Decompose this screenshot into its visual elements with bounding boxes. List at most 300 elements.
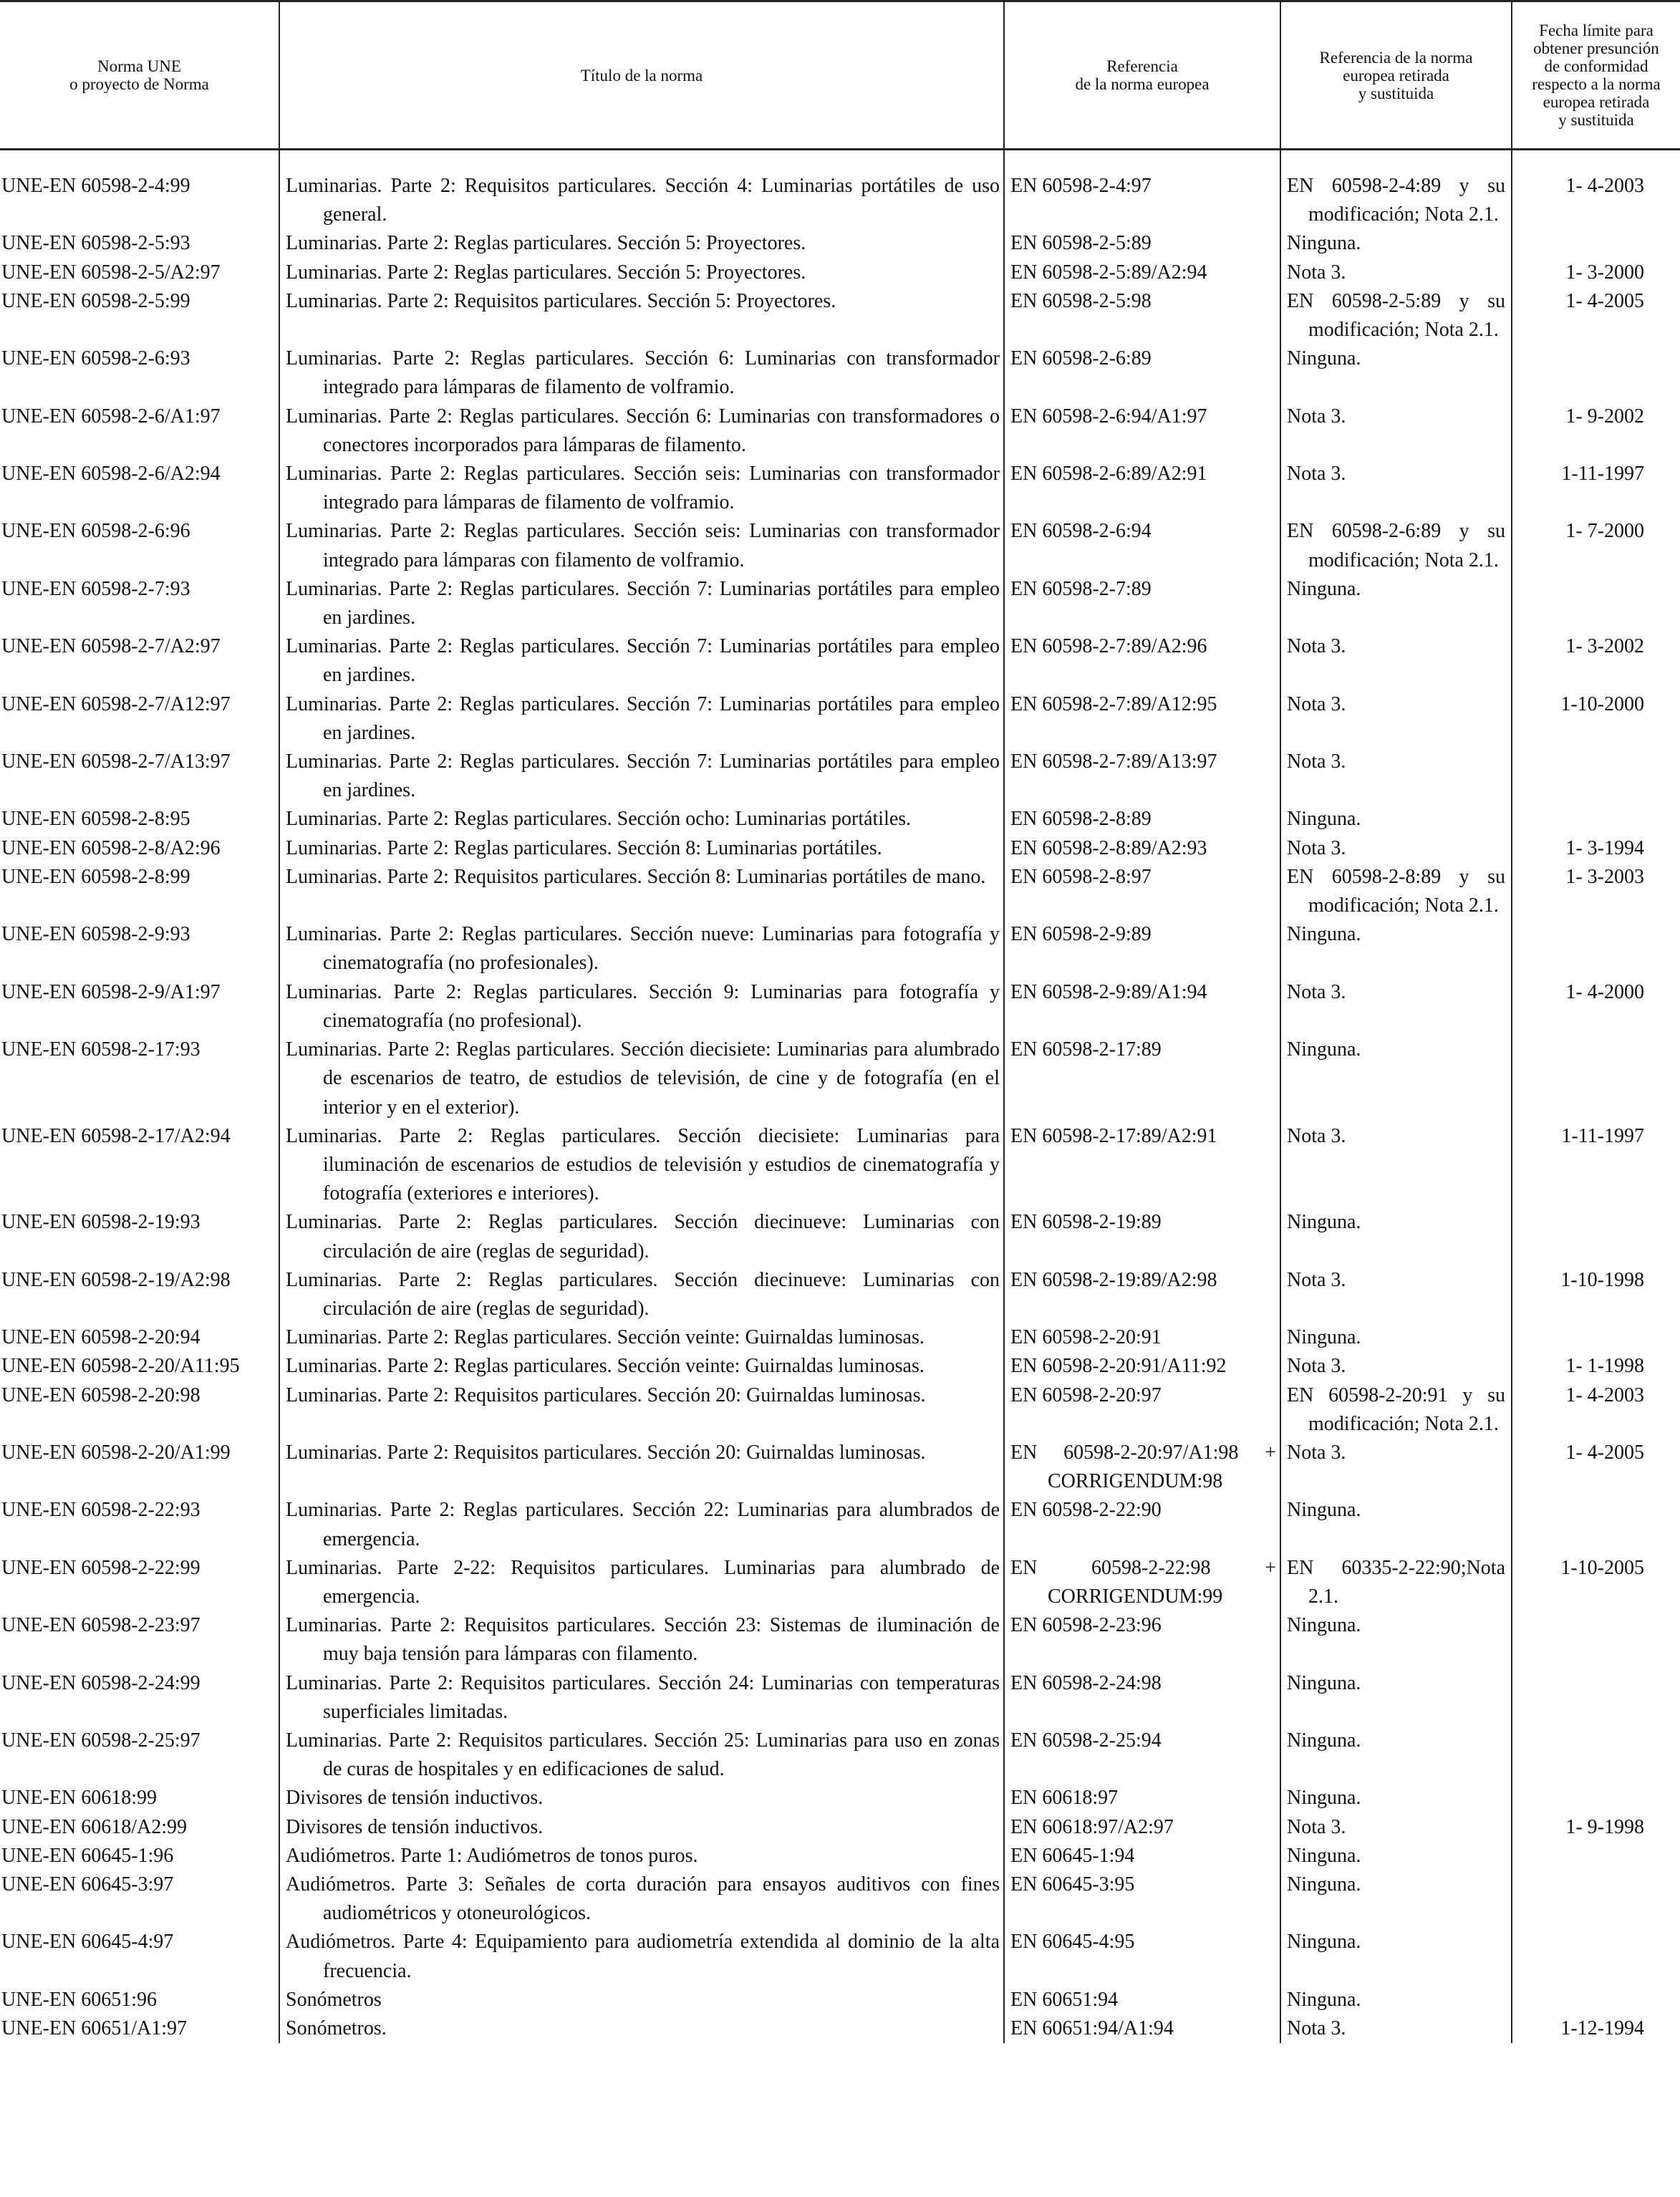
referencia-retirada-cell-text: Ninguna. [1287,1038,1361,1061]
titulo-cell [279,1122,1004,1209]
norma-une-cell [0,834,279,863]
referencia-cell [1004,575,1280,632]
referencia-retirada-cell-text: Ninguna. [1287,1671,1361,1694]
referencia-retirada-cell-text: Nota 3. [1287,1815,1346,1838]
referencia-cell-text: EN 60598-2-17:89 [1010,1038,1162,1061]
titulo-cell-text: Luminarias. Parte 2: Reglas particulares. Sección diecinueve: Luminarias con circulación de aire (reglas de seguridad). [286,1211,1000,1262]
table-row [0,1784,1680,1812]
fecha-limite-cell [1512,1323,1680,1352]
referencia-cell-text: EN 60598-2-8:89 [1010,808,1152,831]
referencia-retirada-cell [1280,1496,1512,1553]
referencia-retirada-cell-text: Ninguna. [1287,1326,1361,1349]
referencia-retirada-cell [1280,2014,1512,2043]
referencia-cell-text: EN 60598-2-19:89 [1010,1211,1162,1234]
norma-une-cell-text: UNE-EN 60645-1:96 [1,1844,174,1867]
fecha-limite-cell [1512,632,1680,690]
norma-une-cell [0,517,279,574]
titulo-cell-text: Sonómetros. [286,2017,387,2039]
referencia-cell-text: EN 60598-2-25:94 [1010,1729,1162,1752]
norma-une-cell [0,287,279,344]
referencia-retirada-cell [1280,460,1512,517]
fecha-limite-cell [1512,259,1680,287]
norma-une-cell-text: UNE-EN 60598-2-7/A13:97 [1,750,231,773]
referencia-retirada-cell [1280,1208,1512,1265]
referencia-cell-text: EN 60598-2-9:89/A1:94 [1010,980,1207,1003]
table-row [0,1208,1680,1265]
titulo-cell [279,1611,1004,1669]
referencia-cell [1004,1352,1280,1381]
titulo-cell-text: Luminarias. Parte 2: Reglas particulares. Sección diecisiete: Luminarias para iluminación de escenarios de estudios de televisión y estudios de cinematografía y fotografía (exteriores e interiores). [286,1124,1000,1205]
referencia-cell [1004,287,1280,344]
referencia-cell-text: EN 60598-2-22:98 + CORRIGENDUM:99 [1010,1556,1276,1608]
referencia-cell-text: EN 60618:97/A2:97 [1010,1815,1174,1838]
table-row [0,748,1680,805]
fecha-limite-cell-text: 1- 3-2003 [1565,865,1644,888]
norma-une-cell-text: UNE-EN 60598-2-17/A2:94 [1,1124,231,1147]
referencia-retirada-cell [1280,1669,1512,1727]
referencia-cell-text: EN 60598-2-7:89/A13:97 [1010,750,1217,773]
norma-une-cell [0,863,279,920]
fecha-limite-cell [1512,1439,1680,1496]
referencia-cell-text: EN 60598-2-6:94/A1:97 [1010,405,1207,428]
norma-une-cell-text: UNE-EN 60651/A1:97 [1,2017,187,2039]
referencia-cell-text: EN 60598-2-8:97 [1010,865,1152,888]
referencia-cell-text: EN 60618:97 [1010,1787,1119,1810]
referencia-cell-text: EN 60598-2-7:89 [1010,577,1152,600]
table-row [0,1496,1680,1553]
norma-une-cell [0,402,279,460]
titulo-cell [279,1928,1004,1985]
titulo-cell-text: Divisores de tensión inductivos. [286,1815,544,1838]
table-row [0,1035,1680,1122]
fecha-limite-cell [1512,2014,1680,2043]
titulo-cell [279,1870,1004,1928]
table-row [0,690,1680,748]
fecha-limite-cell [1512,1208,1680,1265]
fecha-limite-cell-text: 1- 4-2005 [1565,289,1644,312]
norma-une-cell [0,1986,279,2014]
referencia-cell [1004,1611,1280,1669]
norma-une-cell-text: UNE-EN 60598-2-17:93 [1,1038,201,1061]
titulo-cell [279,1266,1004,1323]
titulo-cell-text: Luminarias. Parte 2: Reglas particulares. Sección 8: Luminarias portátiles. [286,836,882,859]
referencia-retirada-cell [1280,344,1512,402]
fecha-limite-cell [1512,575,1680,632]
titulo-cell [279,1669,1004,1727]
titulo-cell-text: Luminarias. Parte 2: Reglas particulares. Sección 6: Luminarias con transformador integrado para lámparas de filamento de volframio. [286,347,1000,399]
table-row [0,287,1680,344]
norma-une-cell-text: UNE-EN 60598-2-6:93 [1,347,190,370]
fecha-limite-cell [1512,1669,1680,1727]
fecha-limite-cell-text: 1- 4-2000 [1565,980,1644,1003]
norma-une-cell [0,1842,279,1870]
norma-une-cell [0,1928,279,1985]
norma-une-cell-text: UNE-EN 60598-2-4:99 [1,175,190,197]
referencia-retirada-cell-text: Nota 3. [1287,750,1346,773]
norma-une-cell [0,1870,279,1928]
referencia-cell [1004,517,1280,574]
norma-une-cell [0,1122,279,1209]
titulo-cell-text: Luminarias. Parte 2: Reglas particulares. Sección veinte: Guirnaldas luminosas. [286,1355,925,1378]
table-row [0,1986,1680,2014]
referencia-cell [1004,150,1280,230]
norma-une-cell [0,1611,279,1669]
referencia-cell [1004,748,1280,805]
referencia-retirada-cell-text: Ninguna. [1287,1931,1361,1954]
titulo-cell-text: Luminarias. Parte 2-22: Requisitos particulares. Luminarias para alumbrado de emergencia. [286,1556,1000,1608]
referencia-cell-text: EN 60598-2-6:94 [1010,520,1152,543]
fecha-limite-cell-text: 1- 3-1994 [1565,836,1644,859]
norma-une-cell-text: UNE-EN 60598-2-24:99 [1,1671,201,1694]
titulo-cell [279,287,1004,344]
titulo-cell-text: Luminarias. Parte 2: Reglas particulares. Sección ocho: Luminarias portátiles. [286,808,912,831]
referencia-retirada-cell [1280,287,1512,344]
header-referencia-retirada [1280,1,1512,150]
referencia-retirada-cell-text: Nota 3. [1287,635,1346,658]
referencia-cell [1004,1439,1280,1496]
referencia-cell-text: EN 60598-2-7:89/A2:96 [1010,635,1207,658]
header-fecha-limite [1512,1,1680,150]
norma-une-cell-text: UNE-EN 60598-2-25:97 [1,1729,201,1752]
referencia-retirada-cell-text: Ninguna. [1287,1988,1361,2011]
referencia-retirada-cell-text: Nota 3. [1287,836,1346,859]
fecha-limite-cell [1512,920,1680,977]
referencia-retirada-cell [1280,805,1512,834]
header-norma-une-text: Norma UNE o proyecto de Norma [69,57,209,93]
norma-une-cell-text: UNE-EN 60598-2-5/A2:97 [1,261,221,284]
titulo-cell [279,1727,1004,1784]
table-row [0,920,1680,977]
referencia-retirada-cell [1280,1727,1512,1784]
referencia-cell [1004,1669,1280,1727]
norma-une-cell [0,575,279,632]
referencia-retirada-cell-text: Ninguna. [1287,1873,1361,1896]
referencia-retirada-cell [1280,834,1512,863]
referencia-cell-text: EN 60598-2-5:98 [1010,289,1152,312]
fecha-limite-cell [1512,748,1680,805]
referencia-retirada-cell [1280,1352,1512,1381]
referencia-cell [1004,863,1280,920]
referencia-cell [1004,690,1280,748]
norma-une-cell [0,150,279,230]
fecha-limite-cell-text: 1-10-1998 [1560,1268,1644,1291]
header-row [0,1,1680,150]
titulo-cell [279,1496,1004,1553]
header-titulo [279,1,1004,150]
titulo-cell-text: Divisores de tensión inductivos. [286,1787,544,1810]
norma-une-cell-text: UNE-EN 60618:99 [1,1787,157,1810]
table-row [0,344,1680,402]
fecha-limite-cell-text: 1- 4-2003 [1565,175,1644,197]
titulo-cell-text: Audiómetros. Parte 1: Audiómetros de tonos puros. [286,1844,698,1867]
referencia-cell [1004,1928,1280,1985]
referencia-retirada-cell-text: EN 60598-2-6:89 y su modificación; Nota 2.1. [1287,520,1505,571]
titulo-cell [279,1842,1004,1870]
referencia-retirada-cell-text: Nota 3. [1287,405,1346,428]
titulo-cell [279,863,1004,920]
norma-une-cell-text: UNE-EN 60598-2-23:97 [1,1614,201,1637]
referencia-cell [1004,1381,1280,1439]
table-row [0,1323,1680,1352]
referencia-cell-text: EN 60651:94/A1:94 [1010,2017,1174,2039]
referencia-retirada-cell-text: Nota 3. [1287,1441,1346,1464]
titulo-cell-text: Sonómetros [286,1988,382,2011]
fecha-limite-cell [1512,1727,1680,1784]
titulo-cell [279,1035,1004,1122]
referencia-retirada-cell [1280,1611,1512,1669]
titulo-cell-text: Luminarias. Parte 2: Requisitos particulares. Sección 5: Proyectores. [286,289,836,312]
titulo-cell [279,150,1004,230]
table-row [0,1352,1680,1381]
titulo-cell-text: Luminarias. Parte 2: Reglas particulares. Sección seis: Luminarias con transformador integrado para lámparas de filamento de volframio. [286,463,1000,514]
norma-une-cell-text: UNE-EN 60598-2-8/A2:96 [1,836,221,859]
referencia-cell [1004,2014,1280,2043]
referencia-retirada-cell [1280,690,1512,748]
referencia-retirada-cell [1280,748,1512,805]
referencia-retirada-cell [1280,1554,1512,1611]
norma-une-cell-text: UNE-EN 60598-2-6:96 [1,520,190,543]
fecha-limite-cell [1512,517,1680,574]
table-row [0,1669,1680,1727]
fecha-limite-cell-text: 1-11-1997 [1561,1124,1644,1147]
norma-une-cell-text: UNE-EN 60598-2-20:98 [1,1384,201,1406]
titulo-cell-text: Audiómetros. Parte 3: Señales de corta duración para ensayos auditivos con fines audiométricos y otoneurológicos. [286,1873,1000,1925]
header-referencia [1004,1,1280,150]
referencia-cell-text: EN 60598-2-8:89/A2:93 [1010,836,1207,859]
titulo-cell [279,1813,1004,1842]
titulo-cell-text: Luminarias. Parte 2: Reglas particulares. Sección 7: Luminarias portátiles para empleo en jardines. [286,577,1000,629]
referencia-retirada-cell-text: EN 60598-2-4:89 y su modificación; Nota 2.1. [1287,175,1505,226]
referencia-retirada-cell-text: Ninguna. [1287,347,1361,370]
header-norma-une [0,1,279,150]
norma-une-cell-text: UNE-EN 60598-2-7/A12:97 [1,692,231,715]
fecha-limite-cell [1512,460,1680,517]
norma-une-cell [0,1208,279,1265]
titulo-cell [279,2014,1004,2043]
table-row [0,575,1680,632]
titulo-cell-text: Luminarias. Parte 2: Reglas particulares. Sección 7: Luminarias portátiles para empleo en jardines. [286,750,1000,802]
referencia-retirada-cell-text: Ninguna. [1287,808,1361,831]
table-row [0,1611,1680,1669]
titulo-cell-text: Audiómetros. Parte 4: Equipamiento para audiometría extendida al dominio de la alta frecuencia. [286,1931,1000,1982]
referencia-cell [1004,1986,1280,2014]
titulo-cell [279,834,1004,863]
fecha-limite-cell [1512,1266,1680,1323]
referencia-cell [1004,1496,1280,1553]
titulo-cell-text: Luminarias. Parte 2: Requisitos particulares. Sección 20: Guirnaldas luminosas. [286,1384,926,1406]
table-row [0,1439,1680,1496]
table-row [0,1266,1680,1323]
referencia-retirada-cell [1280,1266,1512,1323]
titulo-cell [279,229,1004,258]
referencia-retirada-cell [1280,259,1512,287]
header-referencia-text: Referencia de la norma europea [1075,57,1210,93]
titulo-cell-text: Luminarias. Parte 2: Reglas particulares. Sección 7: Luminarias portátiles para empleo en jardines. [286,692,1000,744]
referencia-retirada-cell-text: Ninguna. [1287,232,1361,255]
fecha-limite-cell [1512,1842,1680,1870]
referencia-cell-text: EN 60598-2-19:89/A2:98 [1010,1268,1217,1291]
titulo-cell [279,632,1004,690]
referencia-cell [1004,1266,1280,1323]
referencia-retirada-cell-text: Ninguna. [1287,1729,1361,1752]
referencia-cell-text: EN 60645-1:94 [1010,1844,1135,1867]
norma-une-cell [0,1669,279,1727]
titulo-cell [279,1554,1004,1611]
referencia-retirada-cell-text: Nota 3. [1287,2017,1346,2039]
titulo-cell [279,1208,1004,1265]
fecha-limite-cell [1512,344,1680,402]
norma-une-cell-text: UNE-EN 60598-2-5:93 [1,232,190,255]
titulo-cell [279,1323,1004,1352]
referencia-retirada-cell-text: EN 60598-2-5:89 y su modificación; Nota 2.1. [1287,289,1505,342]
norma-une-cell-text: UNE-EN 60598-2-19:93 [1,1211,201,1234]
table-row [0,805,1680,834]
fecha-limite-cell [1512,1611,1680,1669]
norma-une-cell-text: UNE-EN 60598-2-20:94 [1,1326,201,1349]
referencia-cell [1004,402,1280,460]
referencia-retirada-cell-text: EN 60598-2-20:91 y su modificación; Nota 2.1. [1287,1384,1505,1435]
fecha-limite-cell [1512,805,1680,834]
norma-une-cell [0,690,279,748]
header-fecha-limite-text: Fecha límite para obtener presunción de conformidad respecto a la norma europea retirada y sustituida [1532,21,1661,129]
referencia-retirada-cell [1280,1986,1512,2014]
titulo-cell [279,978,1004,1035]
referencia-cell [1004,344,1280,402]
table-row [0,1870,1680,1928]
header-titulo-text: Título de la norma [580,66,703,84]
fecha-limite-cell [1512,1870,1680,1928]
referencia-retirada-cell-text: Ninguna. [1287,923,1361,946]
fecha-limite-cell-text: 1-11-1997 [1561,463,1644,486]
table-row [0,2014,1680,2043]
referencia-cell-text: EN 60598-2-24:98 [1010,1671,1162,1694]
norma-une-cell [0,1784,279,1812]
fecha-limite-cell-text: 1- 3-2000 [1565,261,1644,284]
titulo-cell [279,1352,1004,1381]
norma-une-cell [0,920,279,977]
referencia-cell-text: EN 60598-2-5:89 [1010,232,1152,255]
fecha-limite-cell [1512,287,1680,344]
referencia-retirada-cell-text: Ninguna. [1287,1787,1361,1810]
norma-une-cell [0,1813,279,1842]
referencia-retirada-cell [1280,402,1512,460]
referencia-retirada-cell [1280,575,1512,632]
referencia-retirada-cell-text: EN 60598-2-8:89 y su modificación; Nota 2.1. [1287,865,1505,917]
titulo-cell-text: Luminarias. Parte 2: Requisitos particulares. Sección 20: Guirnaldas luminosas. [286,1441,926,1464]
titulo-cell [279,1381,1004,1439]
referencia-cell [1004,1842,1280,1870]
norma-une-cell [0,1727,279,1784]
titulo-cell-text: Luminarias. Parte 2: Reglas particulares. Sección diecinueve: Luminarias con circulación de aire (reglas de seguridad). [286,1268,1000,1320]
referencia-cell [1004,632,1280,690]
table-row [0,1727,1680,1784]
referencia-cell [1004,1035,1280,1122]
referencia-retirada-cell-text: Ninguna. [1287,1211,1361,1234]
table-row [0,632,1680,690]
referencia-retirada-cell-text: Nota 3. [1287,1355,1346,1378]
norma-une-cell-text: UNE-EN 60598-2-5:99 [1,289,190,312]
norma-une-cell [0,1352,279,1381]
fecha-limite-cell [1512,1352,1680,1381]
referencia-cell [1004,1554,1280,1611]
table-row [0,863,1680,920]
norma-une-cell [0,1266,279,1323]
table-row [0,1842,1680,1870]
fecha-limite-cell-text: 1- 4-2005 [1565,1441,1644,1464]
norma-une-cell-text: UNE-EN 60645-3:97 [1,1873,174,1896]
titulo-cell-text: Luminarias. Parte 2: Requisitos particulares. Sección 25: Luminarias para uso en zonas de curas de hospitales y en edificaciones de salud. [286,1729,1000,1781]
referencia-cell-text: EN 60598-2-20:91/A11:92 [1010,1355,1227,1378]
table-row [0,1928,1680,1985]
fecha-limite-cell-text: 1- 7-2000 [1565,520,1644,543]
table-row [0,460,1680,517]
referencia-retirada-cell [1280,517,1512,574]
fecha-limite-cell [1512,1496,1680,1553]
referencia-cell-text: EN 60645-3:95 [1010,1873,1135,1896]
referencia-cell-text: EN 60651:94 [1010,1988,1119,2011]
fecha-limite-cell [1512,1928,1680,1985]
titulo-cell-text: Luminarias. Parte 2: Reglas particulares. Sección 7: Luminarias portátiles para empleo en jardines. [286,635,1000,687]
referencia-retirada-cell [1280,1842,1512,1870]
fecha-limite-cell-text: 1-12-1994 [1560,2017,1644,2039]
referencia-cell-text: EN 60598-2-6:89/A2:91 [1010,463,1207,486]
titulo-cell-text: Luminarias. Parte 2: Requisitos particulares. Sección 8: Luminarias portátiles de mano. [286,865,986,888]
referencia-cell-text: EN 60598-2-9:89 [1010,923,1152,946]
referencia-cell [1004,920,1280,977]
titulo-cell-text: Luminarias. Parte 2: Requisitos particulares. Sección 4: Luminarias portátiles de uso general. [286,175,1000,226]
table-row [0,1554,1680,1611]
norma-une-cell [0,1554,279,1611]
referencia-retirada-cell [1280,1439,1512,1496]
referencia-retirada-cell-text: Nota 3. [1287,463,1346,486]
referencia-retirada-cell-text: Nota 3. [1287,261,1346,284]
norma-une-cell-text: UNE-EN 60598-2-20/A11:95 [1,1355,240,1378]
fecha-limite-cell-text: 1-10-2005 [1560,1556,1644,1579]
referencia-cell [1004,1727,1280,1784]
referencia-cell-text: EN 60598-2-17:89/A2:91 [1010,1124,1217,1147]
fecha-limite-cell [1512,978,1680,1035]
referencia-retirada-cell [1280,150,1512,230]
referencia-cell [1004,259,1280,287]
referencia-retirada-cell [1280,920,1512,977]
referencia-retirada-cell-text: Nota 3. [1287,1268,1346,1291]
fecha-limite-cell [1512,1813,1680,1842]
referencia-retirada-cell-text: Nota 3. [1287,692,1346,715]
titulo-cell-text: Luminarias. Parte 2: Reglas particulares. Sección 5: Proyectores. [286,261,806,284]
referencia-cell-text: EN 60598-2-20:97/A1:98 + CORRIGENDUM:98 [1010,1441,1276,1493]
table-row [0,1381,1680,1439]
fecha-limite-cell [1512,1381,1680,1439]
titulo-cell [279,575,1004,632]
titulo-cell-text: Luminarias. Parte 2: Reglas particulares. Sección 6: Luminarias con transformadores o conectores incorporados para lámparas de filamento. [286,405,1000,456]
norma-une-cell [0,632,279,690]
referencia-retirada-cell-text: Nota 3. [1287,980,1346,1003]
referencia-retirada-cell [1280,978,1512,1035]
referencia-retirada-cell [1280,1381,1512,1439]
referencia-cell [1004,805,1280,834]
titulo-cell [279,1784,1004,1812]
referencia-retirada-cell [1280,1928,1512,1985]
norma-une-cell-text: UNE-EN 60598-2-6/A2:94 [1,463,221,486]
titulo-cell-text: Luminarias. Parte 2: Reglas particulares. Sección veinte: Guirnaldas luminosas. [286,1326,925,1349]
norma-une-cell [0,1439,279,1496]
titulo-cell-text: Luminarias. Parte 2: Reglas particulares. Sección 22: Luminarias para alumbrados de emergencia. [286,1499,1000,1550]
norma-une-cell [0,1496,279,1553]
table-row [0,1813,1680,1842]
table-body [0,150,1680,2044]
table-row [0,259,1680,287]
fecha-limite-cell-text: 1-10-2000 [1560,692,1644,715]
